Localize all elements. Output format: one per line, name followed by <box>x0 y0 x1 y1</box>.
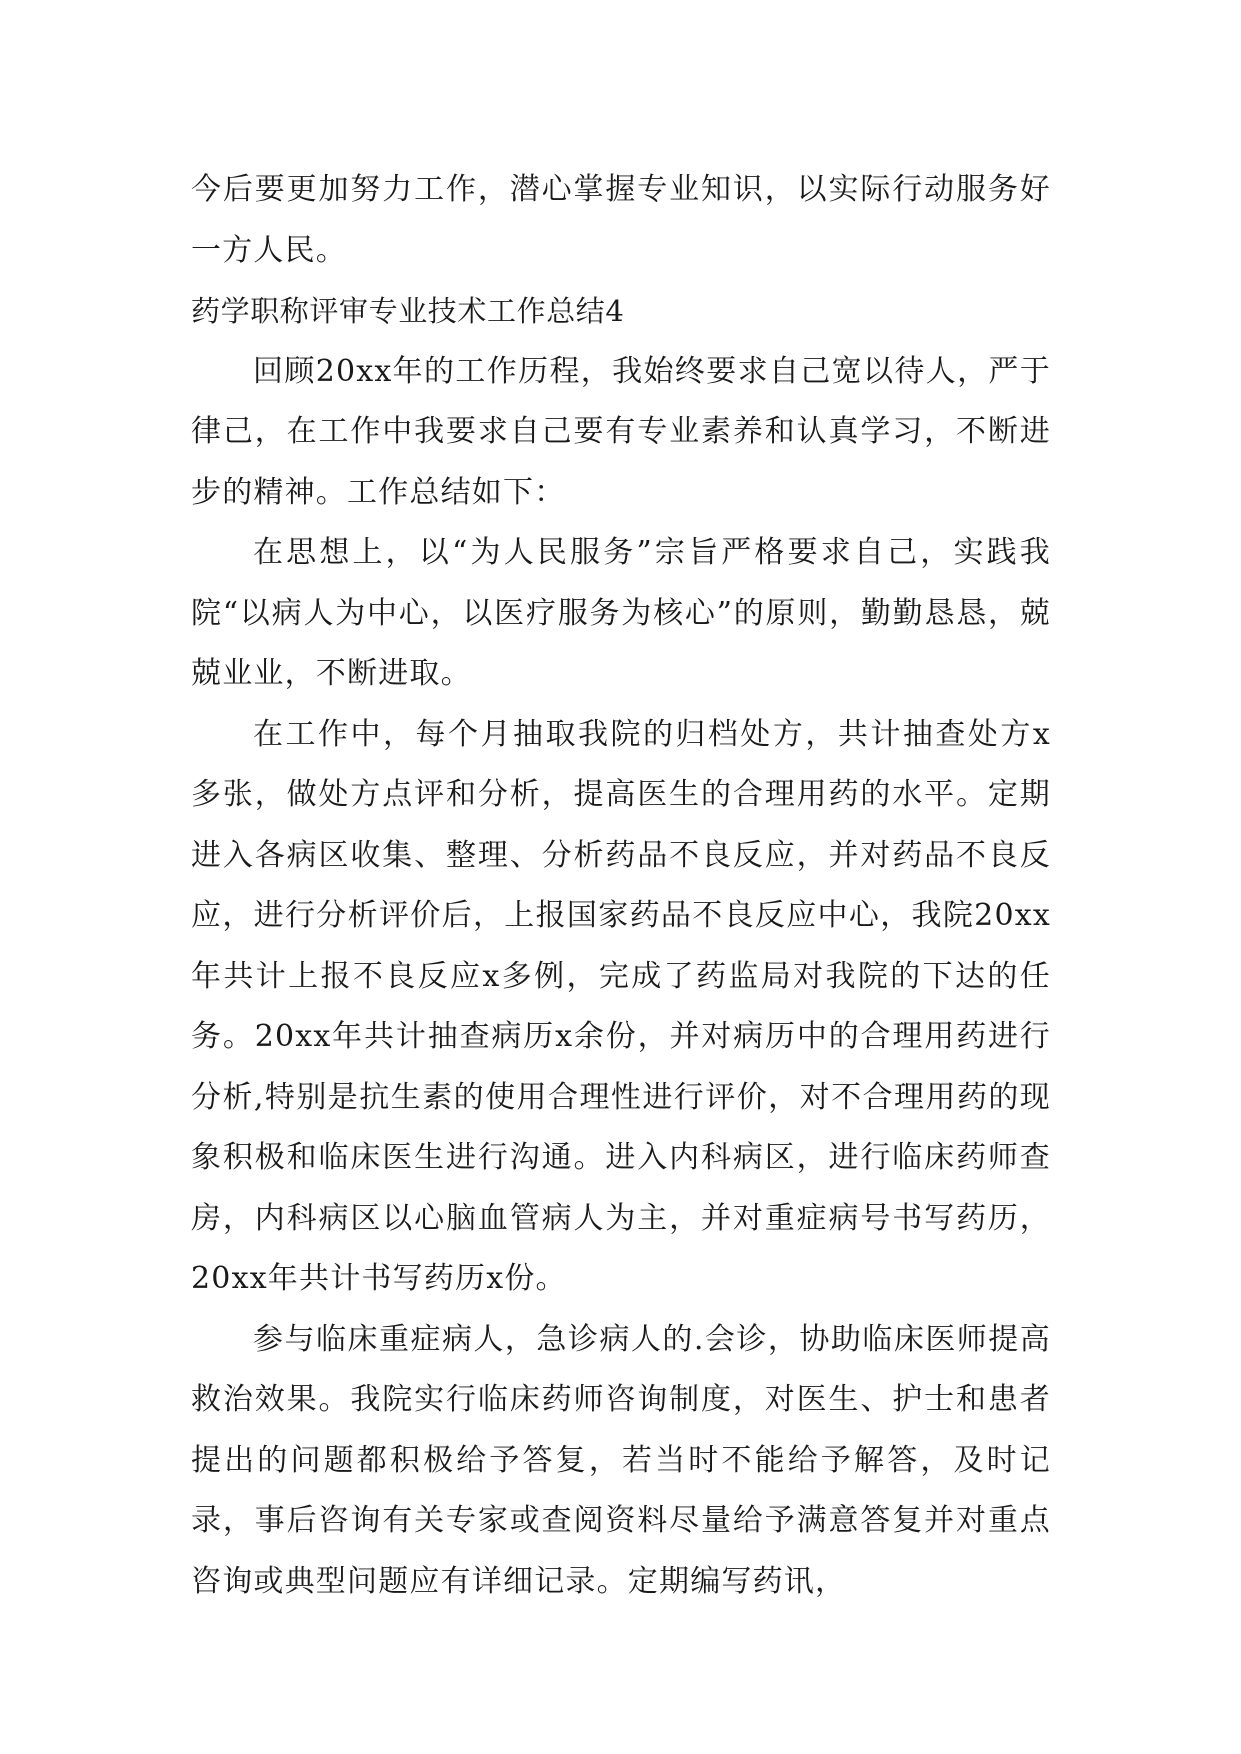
paragraph-work: 在工作中，每个月抽取我院的归档处方，共计抽查处方x多张，做处方点评和分析，提高医生的合理用药的水平。定期进入各病区收集、整理、分析药品不良反应，并对药品不良反应，进行分析评价后，上报国家药品不良反应中心，我院20xx年共计上报不良反应x多例，完成了药监局对我院的下达的任务。20xx年共计抽查病历x余份，并对病历中的合理用药进行分析,特别是抗生素的使用合理性进行评价，对不合理用药的现象积极和临床医生进行沟通。进入内科病区，进行临床药师查房，内科病区以心脑血管病人为主，并对重症病号书写药历，20xx年共计书写药历x份。 <box>191 716 1051 1296</box>
section-heading: 药学职称评审专业技术工作总结4 <box>191 294 625 328</box>
paragraph-closing-remark: 今后要更加努力工作，潜心掌握专业知识，以实际行动服务好一方人民。 <box>191 172 1051 268</box>
document-body <box>191 160 1051 1612</box>
paragraph-consultation: 参与临床重症病人，急诊病人的.会诊，协助临床医师提高救治效果。我院实行临床药师咨询制度，对医生、护士和患者提出的问题都积极给予答复，若当时不能给予解答，及时记录，事后咨询有关专家或查阅资料尽量给予满意答复并对重点咨询或典型问题应有详细记录。定期编写药讯， <box>191 1321 1051 1599</box>
paragraph-ideology: 在思想上，以“为人民服务”宗旨严格要求自己，实践我院“以病人为中心，以医疗服务为核心”的原则，勤勤恳恳，兢兢业业，不断进取。 <box>191 535 1051 691</box>
paragraph-review: 回顾20xx年的工作历程，我始终要求自己宽以待人，严于律己，在工作中我要求自己要有专业素养和认真学习，不断进步的精神。工作总结如下： <box>191 353 1051 510</box>
